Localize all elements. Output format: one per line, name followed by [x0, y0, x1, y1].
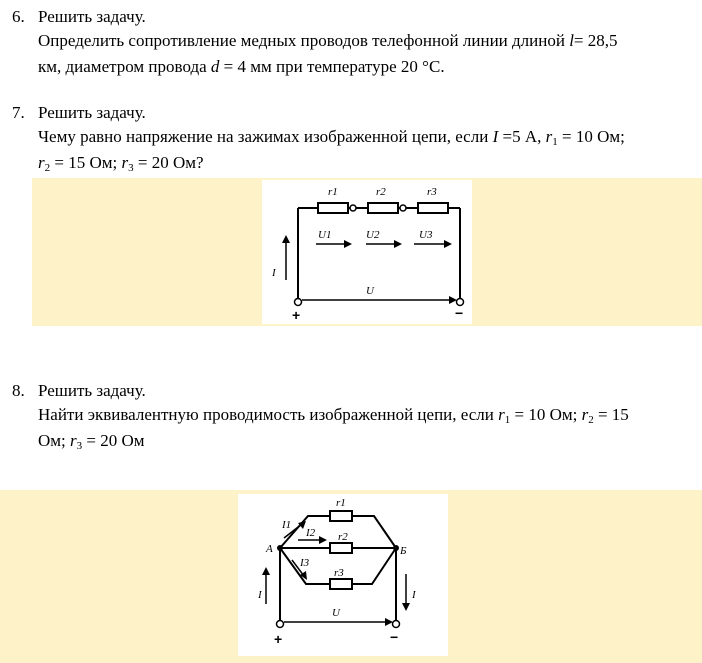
var-l: l	[569, 31, 574, 50]
task-6-number: 6.	[12, 7, 25, 26]
i3-label: I3	[300, 557, 310, 569]
task-7-line-1-a: Чему равно напряжение на зажимах изображенной цепи, если	[38, 127, 493, 146]
var-r1: r	[498, 405, 505, 424]
r3-value: = 20 Ом?	[133, 153, 204, 172]
r2-label: r2	[338, 531, 348, 543]
r3-label: r3	[334, 567, 344, 579]
task-8-line-2	[38, 428, 688, 454]
node-b-label: Б	[400, 545, 407, 557]
i1-label: I1	[282, 519, 292, 531]
series-circuit-diagram	[262, 180, 472, 324]
plus-terminal: +	[274, 631, 283, 647]
task-6-line-2-b: = 4 мм при температуре 20 °С.	[219, 57, 445, 76]
var-r2: r	[581, 405, 589, 424]
r2-label: r2	[376, 186, 386, 198]
node-a-label: А	[266, 543, 273, 555]
minus-terminal: −	[390, 629, 399, 645]
task-7-heading	[12, 102, 146, 124]
r2-subscript: 2	[44, 162, 51, 174]
r3-label: r3	[427, 186, 437, 198]
parallel-circuit-diagram	[238, 494, 448, 656]
task-6-line-1	[38, 28, 688, 54]
task-6-title: Решить задачу.	[38, 7, 146, 26]
task-8-circuit-figure	[238, 494, 448, 656]
r2-subscript: 2	[588, 414, 594, 426]
task-7-number: 7.	[12, 103, 25, 122]
var-r2: r	[38, 153, 45, 172]
task-8-heading	[12, 380, 146, 402]
u1-label: U1	[318, 229, 332, 241]
var-r3: r	[121, 153, 129, 172]
task-8-title: Решить задачу.	[38, 381, 146, 400]
var-r1: r	[545, 127, 553, 146]
task-7-text	[38, 124, 688, 176]
r1-label: r1	[336, 497, 346, 509]
i2-label: I2	[306, 527, 316, 539]
task-7-line-1-b: =5 А,	[498, 127, 546, 146]
var-d: d	[210, 57, 220, 76]
task-8-line-1-a: Найти эквивалентную проводимость изображенной цепи, если	[38, 405, 499, 424]
minus-terminal: −	[455, 305, 464, 321]
task-8-number: 8.	[12, 381, 25, 400]
var-I: I	[492, 127, 499, 146]
task-7-title: Решить задачу.	[38, 103, 146, 122]
r3-value: = 20 Ом	[82, 431, 145, 450]
task-7-line-2	[38, 150, 688, 176]
u-label: U	[366, 285, 374, 297]
r1-label: r1	[328, 186, 338, 198]
i-right-label: I	[412, 589, 416, 601]
r2-value: = 15	[593, 405, 629, 424]
u2-label: U2	[366, 229, 380, 241]
task-6-line-1-b: = 28,5	[573, 31, 618, 50]
task-6-line-2-a: км, диаметром провода	[38, 57, 211, 76]
task-7-circuit-figure	[262, 180, 472, 324]
task-8-line-2-a: Ом;	[38, 431, 71, 450]
plus-terminal: +	[292, 307, 301, 323]
task-6-line-2	[38, 54, 688, 80]
var-r3: r	[70, 431, 77, 450]
r3-subscript: 3	[76, 440, 83, 452]
task-6-line-1-a: Определить сопротивление медных проводов телефонной линии длиной	[38, 31, 570, 50]
r1-subscript: 1	[504, 414, 511, 426]
task-6-heading	[12, 6, 146, 28]
u-label: U	[332, 607, 340, 619]
i-label: I	[272, 267, 276, 279]
r2-value: = 15 Ом;	[50, 153, 122, 172]
u3-label: U3	[419, 229, 433, 241]
i-left-label: I	[258, 589, 262, 601]
task-6-text	[38, 28, 688, 80]
task-8-line-1	[38, 402, 688, 428]
r1-subscript: 1	[552, 136, 558, 148]
r3-subscript: 3	[128, 162, 134, 174]
task-7-line-1	[38, 124, 688, 150]
r1-value: = 10 Ом;	[510, 405, 582, 424]
r1-value: = 10 Ом;	[557, 127, 625, 146]
task-8-text	[38, 402, 688, 454]
